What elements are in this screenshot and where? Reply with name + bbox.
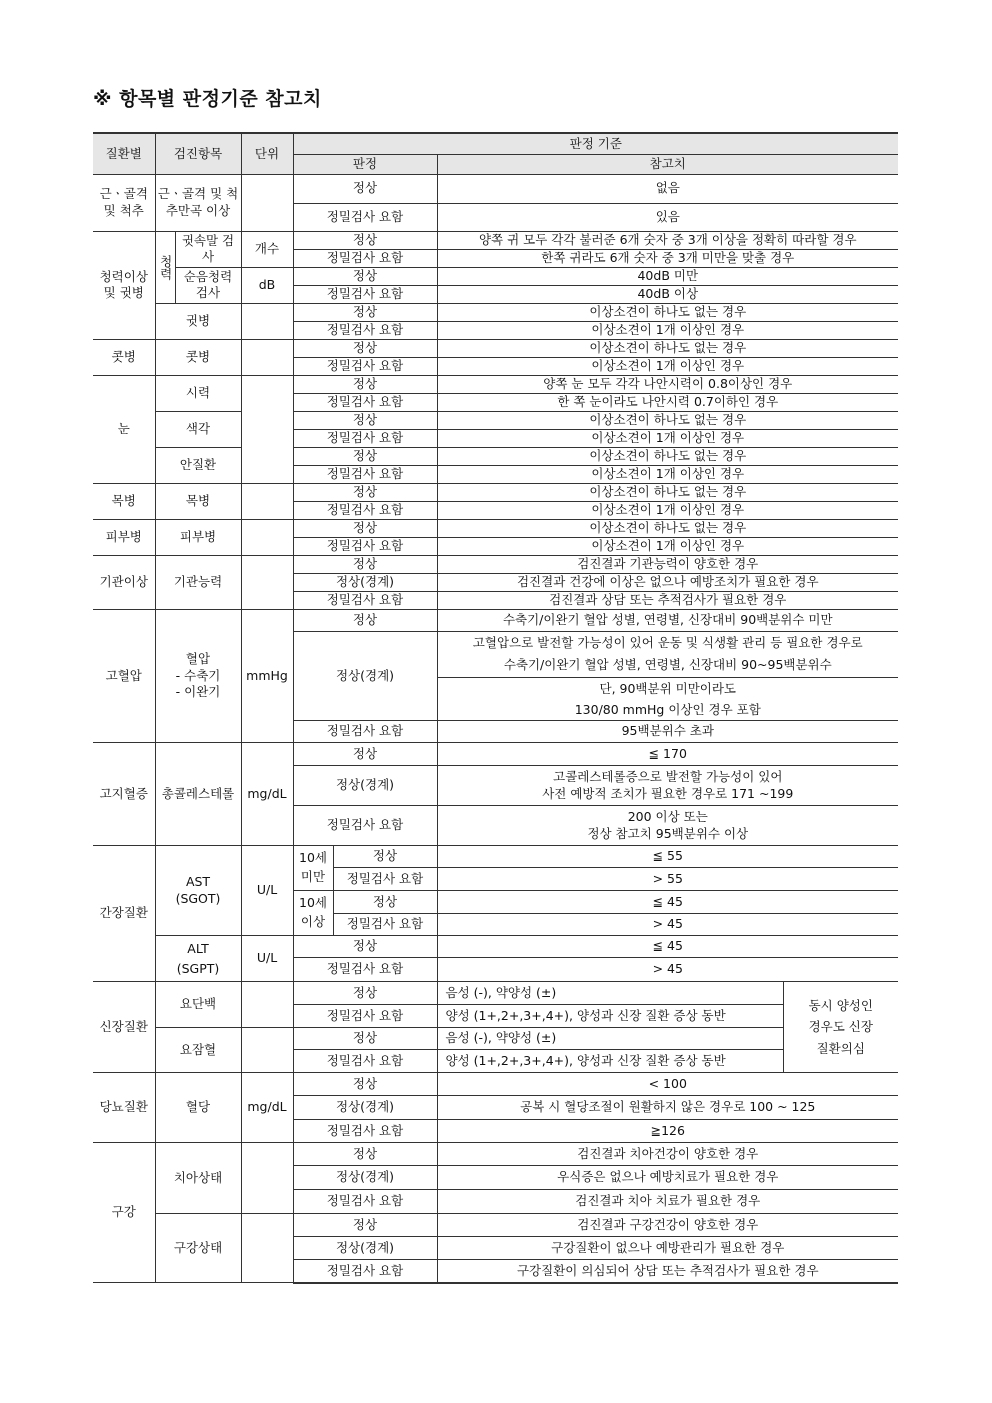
judge-detail: 정밀검사 요함	[293, 249, 437, 267]
ref-cell: 검진결과 구강건강이 양호한 경우	[437, 1214, 898, 1237]
disease-cell: 목병	[93, 483, 155, 519]
ref-cell: 검진결과 상담 또는 추적검사가 필요한 경우	[437, 591, 898, 609]
judge-borderline: 정상(경계)	[293, 1166, 437, 1190]
disease-cell: 기관이상	[93, 555, 155, 609]
ref-cell: 이상소견이 1개 이상인 경우	[437, 321, 898, 339]
judge-detail: 정밀검사 요함	[293, 393, 437, 411]
ref-cell: 이상소견이 하나도 없는 경우	[437, 447, 898, 465]
ref-cell: > 45	[437, 958, 898, 982]
item-cell: 안질환	[155, 447, 241, 483]
ref-cell: 이상소견이 하나도 없는 경우	[437, 519, 898, 537]
judge-normal: 정상	[293, 936, 437, 958]
age-line: 10세	[299, 895, 327, 911]
table-row	[93, 447, 898, 465]
table-row	[93, 982, 898, 1005]
ref-cell: ≦ 55	[437, 846, 898, 868]
bp-item-line: - 수축기	[175, 667, 221, 683]
ref-cell: 양성 (1+,2+,3+,4+), 양성과 신장 질환 증상 동반	[437, 1005, 783, 1028]
item-cell: 피부병	[155, 519, 241, 555]
unit-cell	[241, 174, 293, 231]
item-cell: 시력	[155, 375, 241, 411]
unit-cell: dB	[241, 267, 293, 303]
ref-cell: 40dB 미만	[437, 267, 898, 285]
unit-cell: mg/dL	[241, 743, 293, 846]
table-row	[93, 519, 898, 537]
page-title: ※ 항목별 판정기준 참고치	[93, 88, 322, 110]
table-row	[93, 743, 898, 766]
ast-label: (SGOT)	[175, 890, 221, 906]
ref-cell: ≦ 45	[437, 891, 898, 914]
judge-detail: 정밀검사 요함	[293, 285, 437, 303]
table-row	[93, 483, 898, 501]
ref-cell: 이상소견이 1개 이상인 경우	[437, 357, 898, 375]
bp-item-line: 혈압	[185, 651, 211, 667]
unit-cell	[241, 519, 293, 555]
note-line: 질환의심	[816, 1040, 865, 1056]
ref-cell	[437, 631, 898, 677]
item-cell: 치아상태	[155, 1143, 241, 1214]
unit-cell	[241, 1143, 293, 1214]
unit-cell: mg/dL	[241, 1073, 293, 1143]
judge-borderline: 정상(경계)	[293, 573, 437, 591]
judge-normal: 정상	[293, 231, 437, 249]
item-cell: 목병	[155, 483, 241, 519]
judge-normal: 정상	[293, 447, 437, 465]
ref-cell	[437, 806, 898, 846]
ref-cell: 이상소견이 하나도 없는 경우	[437, 483, 898, 501]
unit-cell	[241, 1214, 293, 1283]
ref-cell: 이상소견이 1개 이상인 경우	[437, 537, 898, 555]
disease-cell: 신장질환	[93, 982, 155, 1073]
ref-cell: < 100	[437, 1073, 898, 1096]
ref-cell: 이상소견이 1개 이상인 경우	[437, 465, 898, 483]
judge-normal: 정상	[333, 891, 437, 914]
judge-detail: 정밀검사 요함	[293, 1005, 437, 1028]
ref-line: 130/80 mmHg 이상인 경우 포함	[574, 701, 761, 717]
judge-normal: 정상	[293, 483, 437, 501]
alt-label: ALT	[187, 940, 209, 956]
ref-cell: ≦ 45	[437, 936, 898, 958]
judge-detail: 정밀검사 요함	[293, 1190, 437, 1214]
judge-normal: 정상	[293, 174, 437, 203]
ref-cell: 한쪽 귀라도 6개 숫자 중 3개 미만을 맞출 경우	[437, 249, 898, 267]
ref-cell: 검진결과 치아 치료가 필요한 경우	[437, 1190, 898, 1214]
ref-cell: > 55	[437, 868, 898, 891]
ref-cell: 양쪽 눈 모두 각각 나안시력이 0.8이상인 경우	[437, 375, 898, 393]
ref-cell: 있음	[437, 203, 898, 231]
unit-cell: mmHg	[241, 609, 293, 743]
judge-detail: 정밀검사 요함	[293, 1120, 437, 1143]
ref-line: 200 이상 또는	[627, 809, 708, 825]
ref-cell: 수축기/이완기 혈압 성별, 연령별, 신장대비 90백분위수 미만	[437, 609, 898, 631]
table-row	[93, 609, 898, 631]
judge-normal: 정상	[293, 743, 437, 766]
ref-cell: 이상소견이 하나도 없는 경우	[437, 411, 898, 429]
unit-cell	[241, 982, 293, 1028]
ref-cell: 40dB 이상	[437, 285, 898, 303]
header-criteria: 판정 기준	[293, 133, 898, 154]
item-cell	[155, 846, 241, 936]
unit-cell	[241, 483, 293, 519]
judge-normal: 정상	[293, 411, 437, 429]
criteria-table	[93, 132, 898, 1284]
judge-normal: 정상	[293, 555, 437, 573]
item-cell: 순음청력 검사	[175, 267, 241, 303]
disease-cell: 콧병	[93, 339, 155, 375]
age-cell	[293, 846, 333, 891]
judge-detail: 정밀검사 요함	[293, 591, 437, 609]
judge-normal: 정상	[293, 1143, 437, 1166]
judge-normal: 정상	[333, 846, 437, 868]
table-row	[93, 1028, 898, 1050]
unit-cell	[241, 375, 293, 483]
ref-line: 정상 참고치 95백분위수 이상	[587, 825, 749, 841]
judge-detail: 정밀검사 요함	[293, 357, 437, 375]
age-cell	[293, 891, 333, 936]
disease-cell: 고혈압	[93, 609, 155, 743]
judge-normal: 정상	[293, 1214, 437, 1237]
ref-cell: 검진결과 건강에 이상은 없으나 예방조치가 필요한 경우	[437, 573, 898, 591]
unit-cell	[241, 303, 293, 339]
ref-cell: 양성 (1+,2+,3+,4+), 양성과 신장 질환 증상 동반	[437, 1050, 783, 1073]
ref-cell	[437, 677, 898, 721]
table-row	[93, 1073, 898, 1096]
header-unit: 단위	[241, 133, 293, 174]
note-line: 동시 양성인	[808, 998, 873, 1014]
ref-line: 고혈압으로 발전할 가능성이 있어 운동 및 식생활 관리 등 필요한 경우로	[472, 635, 863, 651]
unit-cell: 개수	[241, 231, 293, 267]
age-line: 미만	[300, 869, 326, 884]
ref-cell: 음성 (-), 약양성 (±)	[437, 982, 783, 1005]
judge-normal: 정상	[293, 375, 437, 393]
item-cell: 구강상태	[155, 1214, 241, 1283]
ref-cell: 음성 (-), 약양성 (±)	[437, 1028, 783, 1050]
ref-cell: 한 쪽 눈이라도 나안시력 0.7이하인 경우	[437, 393, 898, 411]
ref-cell: 구강질환이 의심되어 상담 또는 추적검사가 필요한 경우	[437, 1260, 898, 1283]
judge-borderline: 정상(경계)	[293, 1237, 437, 1260]
judge-normal: 정상	[293, 519, 437, 537]
judge-normal: 정상	[293, 339, 437, 357]
judge-normal: 정상	[293, 303, 437, 321]
judge-detail: 정밀검사 요함	[293, 501, 437, 519]
judge-detail: 정밀검사 요함	[293, 537, 437, 555]
ref-line: 사전 예방적 조치가 필요한 경우로 171 ~199	[542, 785, 794, 801]
item-cell: 총콜레스테롤	[155, 743, 241, 846]
judge-detail: 정밀검사 요함	[293, 465, 437, 483]
item-cell: 귓병	[155, 303, 241, 339]
unit-cell: U/L	[241, 936, 293, 982]
item-cell: 기관능력	[155, 555, 241, 609]
ref-cell: 이상소견이 1개 이상인 경우	[437, 501, 898, 519]
header-ref: 참고치	[437, 154, 898, 174]
item-cell: 혈당	[155, 1073, 241, 1143]
disease-cell: 구강	[93, 1143, 155, 1283]
disease-cell: 근ㆍ골격 및 척추	[93, 174, 155, 231]
item-cell	[155, 936, 241, 982]
judge-detail: 정밀검사 요함	[293, 429, 437, 447]
judge-normal: 정상	[293, 609, 437, 631]
header-item: 검진항목	[155, 133, 241, 174]
unit-cell	[241, 555, 293, 609]
disease-cell: 당뇨질환	[93, 1073, 155, 1143]
ref-cell: 없음	[437, 174, 898, 203]
ref-cell	[437, 766, 898, 806]
ref-cell: 구강질환이 없으나 예방관리가 필요한 경우	[437, 1237, 898, 1260]
judge-detail: 정밀검사 요함	[293, 1050, 437, 1073]
ref-cell: ≦ 170	[437, 743, 898, 766]
item-cell: 귓속말 검사	[175, 231, 241, 267]
table-row	[93, 1143, 898, 1166]
table-row	[93, 339, 898, 357]
disease-cell: 눈	[93, 375, 155, 483]
ref-cell: 검진결과 기관능력이 양호한 경우	[437, 555, 898, 573]
unit-cell	[241, 1028, 293, 1073]
table-row	[93, 846, 898, 868]
age-line: 이상	[300, 914, 326, 929]
header-disease: 질환별	[93, 133, 155, 174]
judge-detail: 정밀검사 요함	[293, 1260, 437, 1283]
ref-cell: 95백분위수 초과	[437, 721, 898, 743]
judge-detail: 정밀검사 요함	[333, 914, 437, 936]
ref-line: 수축기/이완기 혈압 성별, 연령별, 신장대비 90~95백분위수	[503, 657, 832, 672]
ref-line: 단, 90백분위 미만이라도	[599, 680, 737, 696]
judge-normal: 정상	[293, 982, 437, 1005]
disease-cell: 청력이상 및 귓병	[93, 231, 155, 339]
ref-cell: 이상소견이 1개 이상인 경우	[437, 429, 898, 447]
table-row	[93, 1214, 898, 1237]
header-row	[93, 133, 898, 154]
judge-borderline: 정상(경계)	[293, 766, 437, 806]
table-row	[93, 303, 898, 321]
judge-detail: 정밀검사 요함	[293, 321, 437, 339]
table-row	[93, 174, 898, 203]
note-line: 경우도 신장	[808, 1019, 873, 1035]
ref-cell: 검진결과 치아건강이 양호한 경우	[437, 1143, 898, 1166]
judge-normal: 정상	[293, 267, 437, 285]
ast-label: AST	[185, 874, 211, 890]
ref-cell: 이상소견이 하나도 없는 경우	[437, 303, 898, 321]
table-row	[93, 555, 898, 573]
kidney-note	[783, 982, 898, 1073]
disease-cell: 피부병	[93, 519, 155, 555]
item-cell: 근ㆍ골격 및 척추만곡 이상	[155, 174, 241, 231]
item-cell: 요단백	[155, 982, 241, 1028]
item-cell: 색각	[155, 411, 241, 447]
item-cell: 콧병	[155, 339, 241, 375]
judge-detail: 정밀검사 요함	[293, 721, 437, 743]
table-row	[93, 231, 898, 249]
judge-borderline: 정상(경계)	[293, 631, 437, 721]
hearing-group-cell: 청력	[155, 231, 175, 303]
header-judge: 판정	[293, 154, 437, 174]
age-line: 10세	[299, 850, 327, 866]
judge-detail: 정밀검사 요함	[293, 958, 437, 982]
table-row	[93, 936, 898, 958]
ref-line: 고콜레스테롤증으로 발전할 가능성이 있어	[553, 769, 783, 785]
ref-cell: > 45	[437, 914, 898, 936]
table-row	[93, 267, 898, 285]
judge-borderline: 정상(경계)	[293, 1096, 437, 1120]
ref-cell: 공복 시 혈당조절이 원활하지 않은 경우로 100 ~ 125	[437, 1096, 898, 1120]
alt-label: (SGPT)	[176, 960, 220, 976]
judge-detail: 정밀검사 요함	[293, 806, 437, 846]
unit-cell: U/L	[241, 846, 293, 936]
ref-cell: 양쪽 귀 모두 각각 불러준 6개 숫자 중 3개 이상을 정확히 따라할 경우	[437, 231, 898, 249]
ref-cell: ≧126	[437, 1120, 898, 1143]
judge-normal: 정상	[293, 1028, 437, 1050]
ref-cell: 이상소견이 하나도 없는 경우	[437, 339, 898, 357]
judge-normal: 정상	[293, 1073, 437, 1096]
ref-cell: 우식증은 없으나 예방치료가 필요한 경우	[437, 1166, 898, 1190]
bp-item-line: - 이완기	[175, 683, 221, 699]
table-row	[93, 375, 898, 393]
item-cell: 요잠혈	[155, 1028, 241, 1073]
judge-detail: 정밀검사 요함	[333, 868, 437, 891]
disease-cell: 간장질환	[93, 846, 155, 982]
unit-cell	[241, 339, 293, 375]
disease-cell: 고지혈증	[93, 743, 155, 846]
item-cell	[155, 609, 241, 743]
judge-detail: 정밀검사 요함	[293, 203, 437, 231]
table-row	[93, 411, 898, 429]
